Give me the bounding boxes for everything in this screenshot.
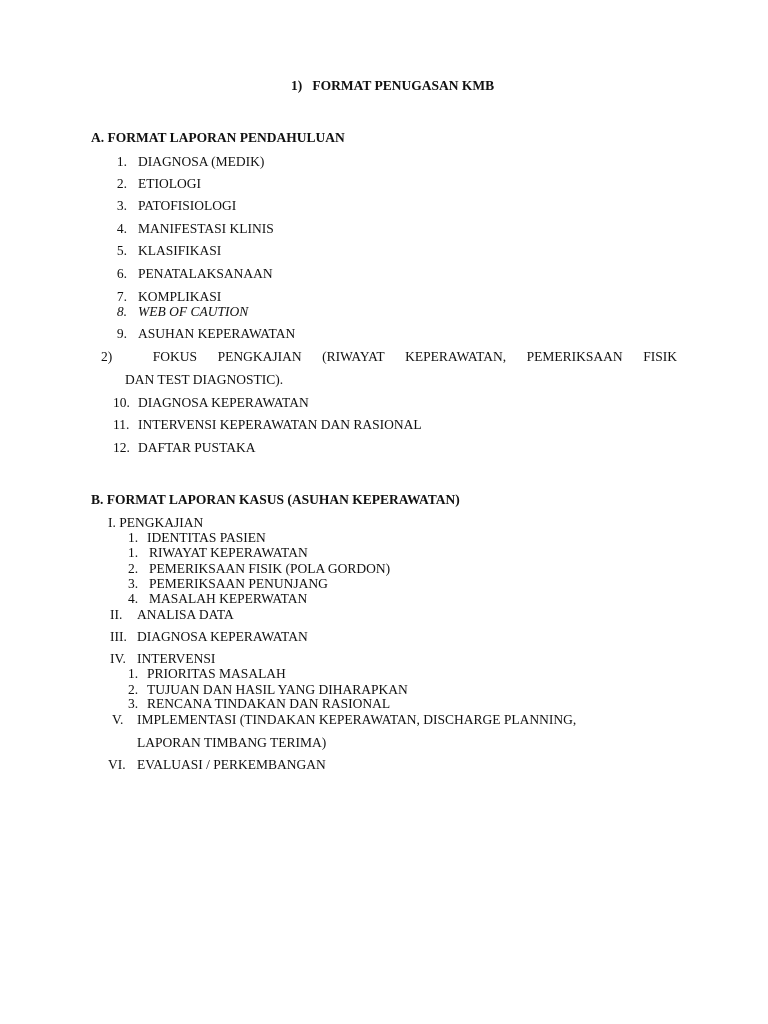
diagnosa-item [110, 629, 308, 644]
list-item-text: TUJUAN DAN HASIL YANG DIHARAPKAN [147, 682, 408, 697]
list-item-text: KLASIFIKASI [138, 243, 222, 258]
page-title [291, 79, 494, 93]
list-item-text: KOMPLIKASI [138, 289, 222, 304]
list-item-number: 9. [116, 326, 127, 341]
list-item [113, 221, 274, 236]
list-item-number: 1. [128, 545, 139, 560]
subitem-word: FOKUS [152, 349, 198, 364]
section-a-heading: A. FORMAT LAPORAN PENDAHULUAN [91, 130, 345, 145]
list-item-text: MASALAH KEPERWATAN [149, 591, 308, 606]
list-item-text: ASUHAN KEPERAWATAN [138, 326, 296, 341]
list-item [113, 304, 249, 319]
list-item-number: 11. [113, 417, 130, 432]
list-item [128, 561, 391, 576]
roman-number: V. [112, 712, 124, 727]
list-item [113, 243, 222, 258]
section-b-heading: B. FORMAT LAPORAN KASUS (ASUHAN KEPERAWATAN) [91, 492, 460, 507]
list-item-number: 4. [116, 221, 127, 236]
list-item-number: 3. [128, 576, 139, 591]
list-item-text: WEB OF CAUTION [138, 304, 249, 319]
list-item [128, 591, 308, 606]
list-item [113, 176, 201, 191]
analisa-item [110, 607, 234, 622]
subitem-word: PEMERIKSAAN [526, 349, 623, 364]
list-item-text: INTERVENSI KEPERAWATAN DAN RASIONAL [138, 417, 422, 432]
roman-item-text: IMPLEMENTASI (TINDAKAN KEPERAWATAN, DISCHARGE PLANNING, [137, 712, 577, 727]
list-item [113, 266, 273, 281]
list-item-number: 8. [116, 304, 127, 319]
roman-number: VI. [108, 757, 126, 772]
list-item-number: 2. [128, 682, 139, 697]
list-item-text: PEMERIKSAAN FISIK (POLA GORDON) [149, 561, 391, 576]
list-item-number: 3. [116, 198, 127, 213]
list-item [128, 545, 308, 560]
list-item-number: 4. [128, 591, 139, 606]
subitem-line [101, 350, 677, 364]
list-item-number: 7. [116, 289, 127, 304]
subitem-word: FISIK [643, 349, 677, 364]
subitem-number: 2) [101, 349, 113, 364]
list-item-text: PATOFISIOLOGI [138, 198, 237, 213]
list-item-text: PRIORITAS MASALAH [147, 666, 286, 681]
roman-number: IV. [110, 651, 126, 666]
intervensi-item [110, 651, 216, 666]
title-number: 1) [291, 78, 303, 93]
subitem-word: KEPERAWATAN, [405, 349, 507, 364]
implementasi-item [112, 712, 577, 727]
list-item-text: PENATALAKSANAAN [138, 266, 273, 281]
list-item-number: 5. [116, 243, 127, 258]
list-item [113, 440, 256, 455]
subitem-continuation: DAN TEST DIAGNOSTIC). [125, 372, 284, 387]
pengkajian-label: I. PENGKAJIAN [108, 515, 204, 530]
list-item-text: DAFTAR PUSTAKA [138, 440, 256, 455]
roman-item-text: EVALUASI / PERKEMBANGAN [137, 757, 326, 772]
roman-item-text: ANALISA DATA [137, 607, 234, 622]
list-item [128, 696, 391, 711]
list-item [113, 395, 309, 410]
roman-item-text: INTERVENSI [137, 651, 216, 666]
list-item [113, 154, 265, 169]
roman-item-text: DIAGNOSA KEPERAWATAN [137, 629, 308, 644]
list-item [128, 682, 408, 697]
list-item-text: DIAGNOSA KEPERAWATAN [138, 395, 309, 410]
list-item [113, 417, 422, 432]
list-item [113, 326, 296, 341]
list-item-number: 10. [113, 395, 130, 410]
list-item-text: IDENTITAS PASIEN [147, 530, 266, 545]
roman-number: III. [110, 629, 127, 644]
subitem-word: (RIWAYAT [322, 349, 385, 364]
list-item-number: 1. [116, 154, 127, 169]
list-item-number: 1. [128, 530, 139, 545]
roman-number: II. [110, 607, 123, 622]
implementasi-continuation: LAPORAN TIMBANG TERIMA) [137, 735, 327, 750]
list-item-text: RENCANA TINDAKAN DAN RASIONAL [147, 696, 391, 711]
list-item-number: 3. [128, 696, 139, 711]
list-item-number: 1. [128, 666, 139, 681]
list-item [128, 666, 286, 681]
list-item-text: RIWAYAT KEPERAWATAN [149, 545, 308, 560]
subitem-word: PENGKAJIAN [217, 349, 302, 364]
title-text: FORMAT PENUGASAN KMB [312, 78, 495, 93]
list-item [113, 198, 237, 213]
list-item-number: 6. [116, 266, 127, 281]
list-item-number: 12. [113, 440, 130, 455]
list-item [128, 576, 328, 591]
list-item [128, 530, 266, 545]
list-item-number: 2. [116, 176, 127, 191]
list-item-text: DIAGNOSA (MEDIK) [138, 154, 265, 169]
list-item-text: MANIFESTASI KLINIS [138, 221, 274, 236]
evaluasi-item [108, 757, 326, 772]
list-item-number: 2. [128, 561, 139, 576]
list-item [113, 289, 222, 304]
list-item-text: ETIOLOGI [138, 176, 201, 191]
list-item-text: PEMERIKSAAN PENUNJANG [149, 576, 328, 591]
